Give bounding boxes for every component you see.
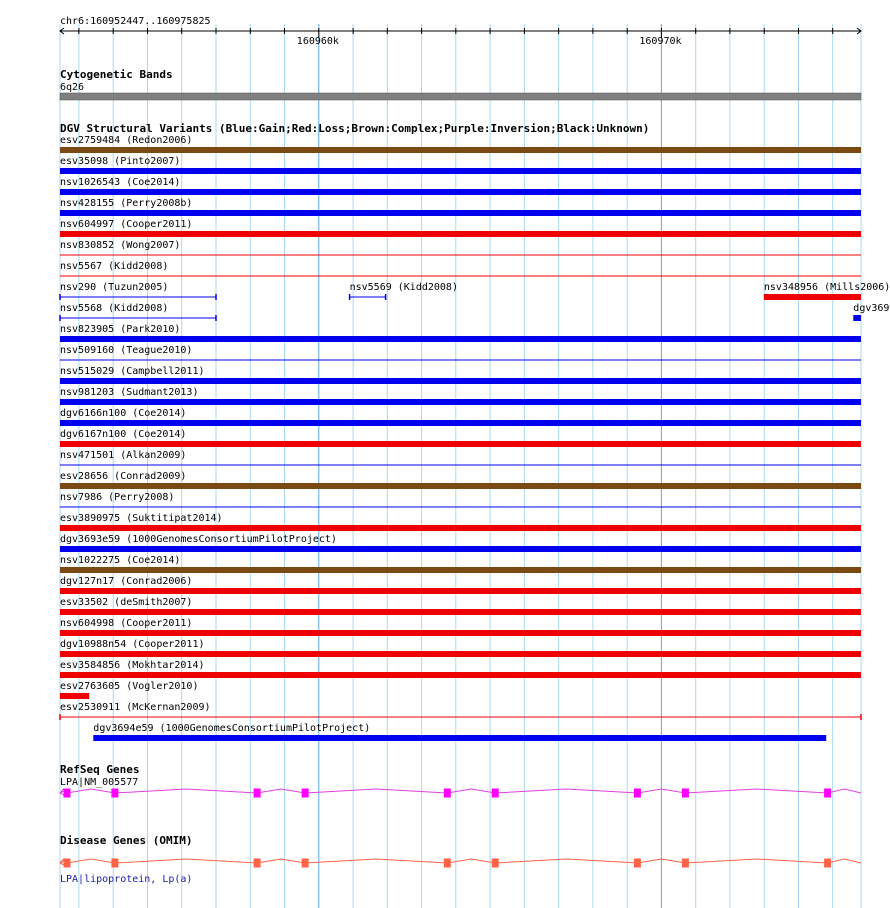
ruler-location: chr6:160952447..160975825 [60, 16, 211, 27]
dgv-variant[interactable] [60, 492, 861, 507]
dgv-variant-bar[interactable] [60, 651, 861, 657]
dgv-variant-bar[interactable] [60, 147, 861, 153]
dgv-variant[interactable] [60, 303, 216, 321]
dgv-variant[interactable] [60, 198, 861, 216]
dgv-variant-label[interactable]: nsv5569 (Kidd2008) [349, 282, 458, 293]
dgv-variant-label[interactable]: esv3890975 (Suktitipat2014) [60, 513, 223, 524]
gene-exon[interactable] [302, 859, 309, 868]
dgv-variant[interactable] [60, 156, 861, 174]
dgv-variant-label[interactable]: nsv1026543 (Coe2014) [60, 177, 181, 188]
dgv-variant-label[interactable]: nsv604998 (Cooper2011) [60, 618, 193, 629]
dgv-variant-label[interactable]: dgv3694e59 (1000GenomesConsortiumPilotProject) [93, 723, 371, 734]
dgv-variant-bar[interactable] [60, 189, 861, 195]
dgv-variant-bar[interactable] [60, 567, 861, 573]
gene-exon[interactable] [824, 859, 831, 868]
dgv-variant[interactable] [60, 660, 861, 678]
gene-exon[interactable] [492, 789, 499, 798]
omim-gene-model[interactable] [60, 859, 861, 868]
dgv-variant[interactable] [60, 429, 861, 447]
dgv-variant[interactable] [60, 618, 861, 636]
dgv-variant[interactable] [60, 387, 861, 405]
gene-exon[interactable] [444, 789, 451, 798]
dgv-variant-label[interactable]: dgv10988n54 (Cooper2011) [60, 639, 205, 650]
gene-exon[interactable] [254, 859, 261, 868]
dgv-variant-label[interactable]: nsv830852 (Wong2007) [60, 240, 181, 251]
dgv-variant-bar[interactable] [60, 525, 861, 531]
gene-exon[interactable] [634, 859, 641, 868]
gene-intron-line [60, 859, 861, 863]
gene-exon[interactable] [634, 789, 641, 798]
dgv-track [60, 122, 890, 741]
dgv-variant-bar[interactable] [60, 672, 861, 678]
dgv-variant[interactable] [60, 177, 861, 195]
dgv-variant[interactable] [60, 639, 861, 657]
gene-exon[interactable] [111, 789, 118, 798]
dgv-variant-bar[interactable] [93, 735, 826, 741]
omim-gene-label[interactable]: LPA|lipoprotein, Lp(a) [60, 874, 193, 885]
dgv-variant[interactable] [60, 408, 861, 426]
dgv-variant-bar[interactable] [60, 210, 861, 216]
dgv-variant-label[interactable]: nsv515029 (Campbell2011) [60, 366, 205, 377]
dgv-variant-bar[interactable] [60, 168, 861, 174]
dgv-variant-label[interactable]: esv28656 (Conrad2009) [60, 471, 187, 482]
dgv-variant-label[interactable]: nsv471501 (Alkan2009) [60, 450, 187, 461]
cytogenetic-track-title: Cytogenetic Bands [60, 68, 173, 81]
dgv-track-title: DGV Structural Variants (Blue:Gain;Red:Loss;Brown:Complex;Purple:Inversion;Black:Unknown) [60, 122, 650, 135]
dgv-variant-label[interactable]: nsv981203 (Sudmant2013) [60, 387, 199, 398]
dgv-variant-bar[interactable] [60, 420, 861, 426]
dgv-variant[interactable] [60, 135, 861, 153]
dgv-variant-label[interactable]: dgv3693e59 (1000GenomesConsortiumPilotProject) [60, 534, 337, 545]
dgv-variant-bar[interactable] [60, 483, 861, 489]
dgv-variant-bar[interactable] [853, 315, 861, 321]
dgv-variant[interactable] [60, 576, 861, 594]
gene-exon[interactable] [682, 789, 689, 798]
dgv-variant-bar[interactable] [60, 399, 861, 405]
gene-exon[interactable] [824, 789, 831, 798]
omim-track-title: Disease Genes (OMIM) [60, 834, 193, 847]
gene-exon[interactable] [64, 789, 71, 798]
dgv-variant-label[interactable]: nsv1022275 (Coe2014) [60, 555, 181, 566]
dgv-variant-label[interactable]: esv2530911 (McKernan2009) [60, 702, 211, 713]
dgv-variant-label[interactable]: esv35098 (Pinto2007) [60, 156, 181, 167]
dgv-variant[interactable] [60, 345, 861, 360]
dgv-variant-label[interactable]: nsv509160 (Teague2010) [60, 345, 193, 356]
gene-exon[interactable] [111, 859, 118, 868]
dgv-variant-label[interactable]: esv2759484 (Redon2006) [60, 135, 193, 146]
gene-intron-line [60, 789, 861, 793]
cytogenetic-track [60, 68, 861, 100]
dgv-variant-bar[interactable] [60, 693, 89, 699]
dgv-variant[interactable] [60, 513, 861, 531]
dgv-variant-label[interactable]: dgv6166n100 (Coe2014) [60, 408, 187, 419]
dgv-variant[interactable] [60, 219, 861, 237]
dgv-variant-bar[interactable] [60, 588, 861, 594]
cytoband-bar[interactable] [60, 93, 861, 100]
cytoband-label: 6q26 [60, 82, 85, 93]
dgv-variant[interactable] [60, 366, 861, 384]
dgv-variant-label[interactable]: nsv604997 (Cooper2011) [60, 219, 193, 230]
dgv-variant[interactable] [60, 450, 861, 465]
dgv-variant[interactable] [60, 681, 198, 699]
dgv-variant-bar[interactable] [60, 630, 861, 636]
gene-exon[interactable] [492, 859, 499, 868]
dgv-variant-bar[interactable] [60, 336, 861, 342]
dgv-variant-label[interactable]: dgv369 [853, 303, 890, 314]
dgv-features [60, 135, 890, 741]
dgv-variant-bar[interactable] [764, 294, 861, 300]
gene-exon[interactable] [682, 859, 689, 868]
dgv-variant-bar[interactable] [60, 441, 861, 447]
dgv-variant-label[interactable]: nsv5567 (Kidd2008) [60, 261, 169, 272]
dgv-variant-bar[interactable] [60, 231, 861, 237]
dgv-variant-label[interactable]: nsv428155 (Perry2008b) [60, 198, 193, 209]
dgv-variant[interactable] [350, 282, 458, 300]
ruler-tick-label: 160970k [639, 36, 682, 47]
dgv-variant[interactable] [60, 240, 861, 255]
dgv-variant-bar[interactable] [60, 378, 861, 384]
dgv-variant[interactable] [764, 282, 890, 300]
ruler [60, 16, 861, 47]
dgv-variant-label[interactable]: nsv348956 (Mills2006) [763, 282, 890, 293]
dgv-variant-label[interactable]: dgv127n17 (Conrad2006) [60, 576, 193, 587]
dgv-variant[interactable] [60, 282, 216, 300]
dgv-variant-label[interactable]: nsv7986 (Perry2008) [60, 492, 175, 503]
refseq-gene-label[interactable]: LPA|NM_005577 [60, 777, 139, 788]
dgv-variant[interactable] [60, 702, 861, 720]
dgv-variant[interactable] [60, 324, 861, 342]
dgv-variant[interactable] [93, 723, 826, 741]
dgv-variant[interactable] [60, 597, 861, 615]
refseq-track-title: RefSeq Genes [60, 763, 140, 776]
dgv-variant-label[interactable]: esv33502 (deSmith2007) [60, 597, 193, 608]
dgv-variant[interactable] [60, 471, 861, 489]
omim-track [60, 834, 861, 885]
dgv-variant[interactable] [60, 555, 861, 573]
dgv-variant[interactable] [60, 534, 861, 552]
refseq-track [60, 763, 861, 798]
dgv-variant-label[interactable]: nsv5568 (Kidd2008) [60, 303, 169, 314]
dgv-variant[interactable] [853, 303, 889, 321]
refseq-gene-model[interactable] [60, 789, 861, 798]
dgv-variant-label[interactable]: nsv823905 (Park2010) [60, 324, 181, 335]
dgv-variant-label[interactable]: nsv290 (Tuzun2005) [60, 282, 169, 293]
dgv-variant-label[interactable]: esv3584856 (Mokhtar2014) [60, 660, 205, 671]
dgv-variant-label[interactable]: esv2763605 (Vogler2010) [60, 681, 199, 692]
gene-exon[interactable] [302, 789, 309, 798]
dgv-variant-bar[interactable] [60, 546, 861, 552]
gene-exon[interactable] [444, 859, 451, 868]
gene-exon[interactable] [64, 859, 71, 868]
dgv-variant-label[interactable]: dgv6167n100 (Coe2014) [60, 429, 187, 440]
gene-exon[interactable] [254, 789, 261, 798]
dgv-variant[interactable] [60, 261, 861, 276]
ruler-tick-label: 160960k [296, 36, 339, 47]
dgv-variant-bar[interactable] [60, 609, 861, 615]
